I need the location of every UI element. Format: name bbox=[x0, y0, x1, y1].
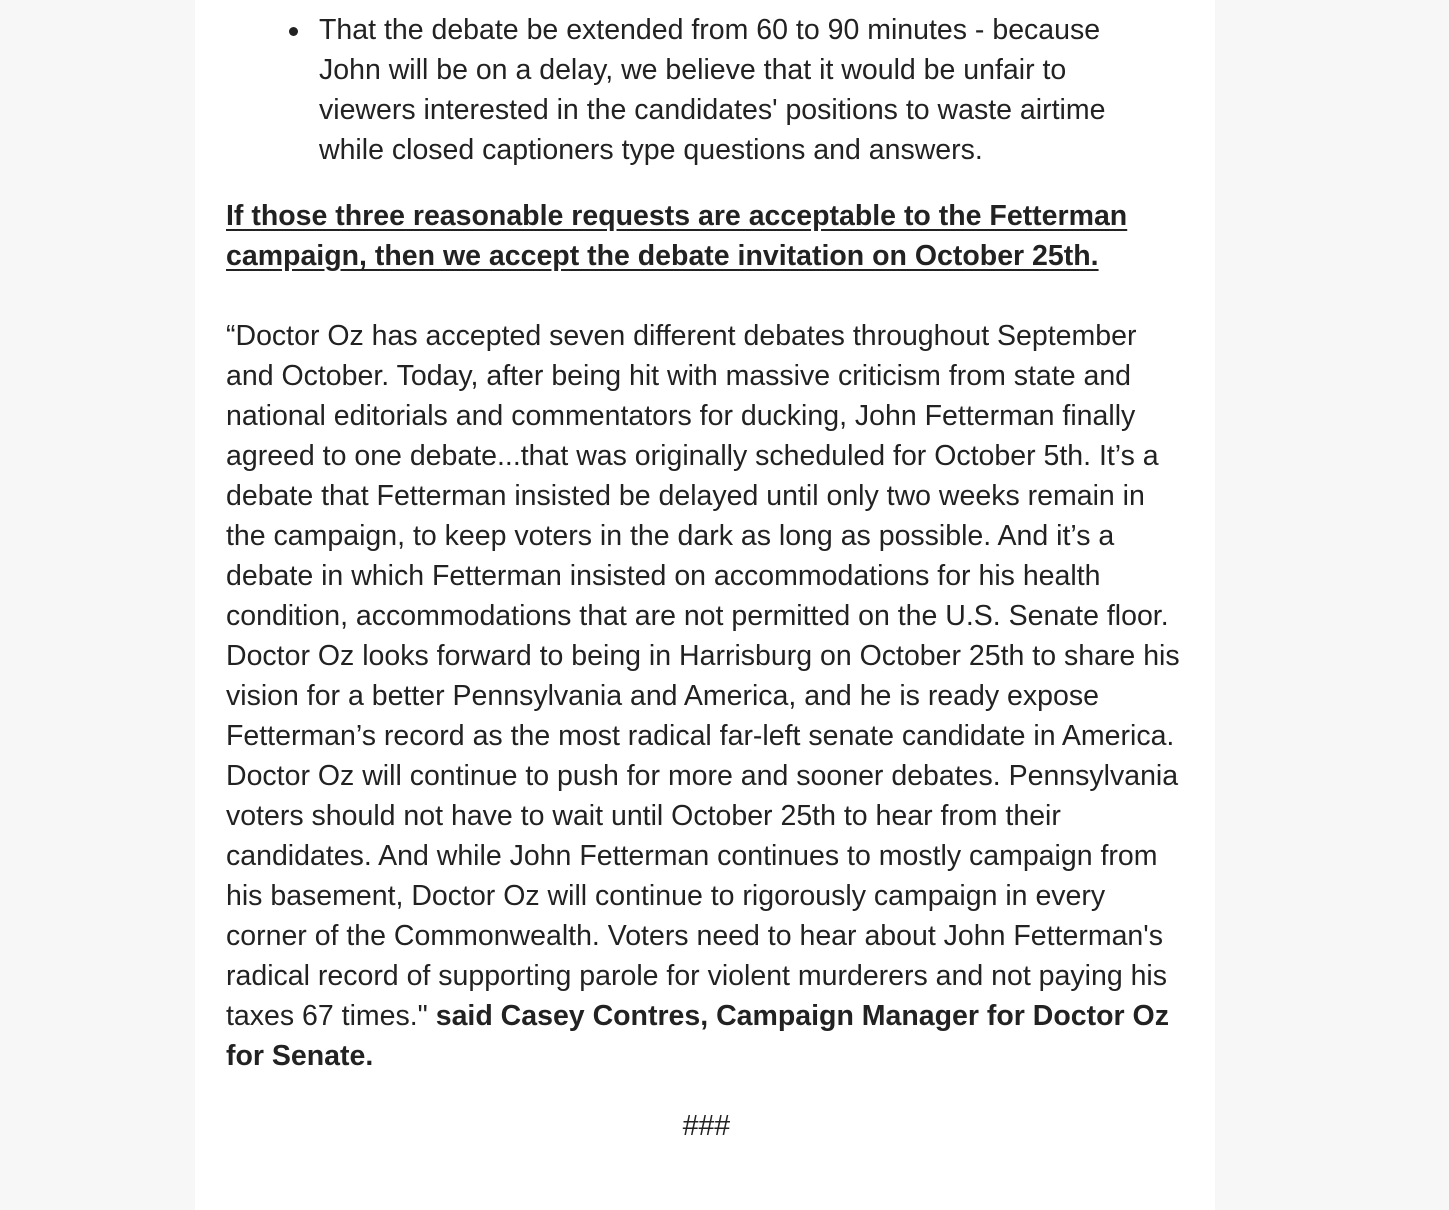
campaign-quote bbox=[226, 316, 1191, 1076]
quote-attribution: said Casey Contres, Campaign Manager for Doctor Oz for Senate. bbox=[226, 1000, 1169, 1072]
end-mark: ### bbox=[682, 1110, 730, 1142]
email-body bbox=[195, 0, 1215, 1210]
bullet-icon bbox=[289, 27, 298, 36]
list-item bbox=[319, 10, 1159, 170]
quote-body: “Doctor Oz has accepted seven different debates throughout September and October. Today, after being hit with massive criticism from state and national editorials and commentators for ducking, John Fetterman finally agreed to one debate...that was originally scheduled for October 5th. It’s a debate that Fetterman insisted be delayed until only two weeks remain in the campaign, to keep voters in the dark as long as possible. And it’s a debate in which Fetterman insisted on accommodations for his health condition, accommodations that are not permitted on the U.S. Senate floor. Doctor Oz looks forward to being in Harrisburg on October 25th to share his vision for a better Pennsylvania and America, and he is ready expose Fetterman’s record as the most radical far-left senate candidate in America. Doctor Oz will continue to push for more and sooner debates. Pennsylvania voters should not have to wait until October 25th to hear from their candidates. And while John Fetterman continues to mostly campaign from his basement, Doctor Oz will continue to rigorously campaign in every corner of the Commonwealth. Voters need to hear about John Fetterman's radical record of supporting parole for violent murderers and not paying his taxes 67 times." bbox=[226, 320, 1180, 1032]
request-list bbox=[226, 10, 1191, 170]
list-item-text: That the debate be extended from 60 to 90 minutes - because John will be on a delay, we believe that it would be unfair to viewers interested in the candidates' positions to waste airtime while closed captioners type questions and answers. bbox=[319, 14, 1106, 166]
acceptance-callout: If those three reasonable requests are acceptable to the Fetterman campaign, then we accept the debate invitation on October 25th. bbox=[226, 200, 1128, 272]
press-release-content bbox=[226, 10, 1191, 1146]
